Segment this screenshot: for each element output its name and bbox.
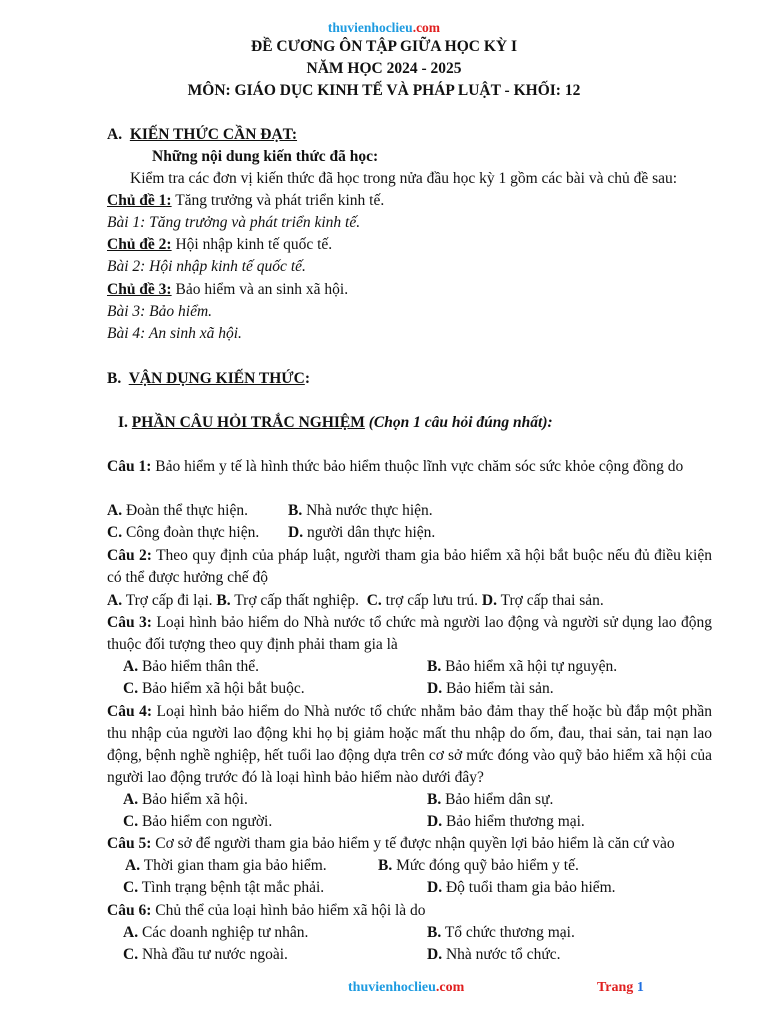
- section-label: B.: [107, 370, 122, 387]
- option-text: Nhà nước tổ chức.: [445, 946, 561, 963]
- question-label: Câu 4:: [107, 703, 152, 720]
- topic-label: Chủ đề 3:: [107, 281, 172, 298]
- part-title: PHẦN CÂU HỎI TRẮC NGHIỆM: [131, 414, 365, 431]
- option-text: Bảo hiểm con người.: [141, 813, 273, 830]
- question-label: Câu 1:: [107, 458, 152, 475]
- question-5: [107, 833, 712, 855]
- option-text: Trợ cấp đi lại.: [125, 592, 213, 609]
- section-title: VẬN DỤNG KIẾN THỨC: [128, 370, 305, 387]
- question-label: Câu 3:: [107, 614, 152, 631]
- option-text: Nhà đầu tư nước ngoài.: [141, 946, 288, 963]
- page-value: 1: [636, 980, 644, 995]
- option-text: người dân thực hiện.: [306, 524, 436, 541]
- question-text: Loại hình bảo hiểm do Nhà nước tổ chức mà người lao động và người sử dụng lao động thuộc đối tượng theo quy định phải tham gia là: [107, 614, 713, 653]
- option-text: Bảo hiểm thân thể.: [141, 658, 260, 675]
- question-text: Loại hình bảo hiểm do Nhà nước tổ chức nhằm bảo đảm thay thế hoặc bù đắp một phần thu nhập của người lao động khi họ bị giảm hoặc mất thu nhập do ốm, đau, thai sản, tai nạn lao động, bệnh nghề nghiệp, hết tuổi lao động dựa trên cơ sở mức đóng vào quỹ bảo hiểm xã hội của người lao động trước đó là loại hình bảo hiểm nào dưới đây?: [107, 703, 712, 786]
- option-text: Bảo hiểm xã hội bắt buộc.: [141, 680, 305, 697]
- q1-option-d[interactable]: D. người dân thực hiện.: [288, 524, 436, 541]
- option-text: Tình trạng bệnh tật mắc phải.: [141, 879, 325, 896]
- question-2: [107, 545, 712, 589]
- part-heading: [118, 412, 712, 434]
- question-label: Câu 2:: [107, 547, 152, 564]
- question-label: Câu 5:: [107, 835, 152, 852]
- part-note: (Chọn 1 câu hỏi đúng nhất):: [364, 414, 553, 431]
- topic-text: Tăng trưởng và phát triển kinh tế.: [171, 192, 385, 209]
- brand-name: thuvienhoclieu: [327, 20, 413, 35]
- lesson-4: Bài 4: An sinh xã hội.: [107, 325, 242, 342]
- option-text: Bảo hiểm xã hội.: [141, 791, 248, 808]
- section-title: KIẾN THỨC CẦN ĐẠT:: [129, 126, 298, 143]
- question-text: Cơ sở để người tham gia bảo hiểm y tế được nhận quyền lợi bảo hiểm là căn cứ vào: [151, 835, 675, 852]
- section-b-heading: [107, 368, 712, 390]
- page-label: Trang: [597, 980, 637, 995]
- q4-option-b[interactable]: B. Bảo hiểm dân sự.: [427, 791, 554, 808]
- doc-subject: MÔN: GIÁO DỤC KINH TẾ VÀ PHÁP LUẬT - KHỐI: 12: [187, 82, 581, 99]
- q2-option-a[interactable]: A. Trợ cấp đi lại.: [107, 592, 213, 609]
- q6-option-d[interactable]: D. Nhà nước tổ chức.: [427, 946, 561, 963]
- q2-option-c[interactable]: C. trợ cấp lưu trú.: [366, 592, 479, 609]
- section-label: A.: [107, 126, 123, 143]
- doc-year: NĂM HỌC 2024 - 2025: [306, 60, 462, 77]
- brand-domain: .com: [435, 980, 465, 995]
- lesson-1: Bài 1: Tăng trưởng và phát triển kinh tế.: [107, 214, 361, 231]
- q6-option-a[interactable]: A. Các doanh nghiệp tư nhân.: [123, 924, 309, 941]
- q1-option-a[interactable]: A. Đoàn thể thực hiện.: [107, 502, 248, 519]
- question-label: Câu 6:: [107, 902, 152, 919]
- q4-option-a[interactable]: A. Bảo hiểm xã hội.: [123, 791, 248, 808]
- option-text: Các doanh nghiệp tư nhân.: [141, 924, 309, 941]
- question-1: [107, 456, 712, 478]
- option-text: Bảo hiểm thương mại.: [445, 813, 585, 830]
- q5-option-b[interactable]: B. Mức đóng quỹ bảo hiểm y tế.: [378, 857, 579, 874]
- option-text: Mức đóng quỹ bảo hiểm y tế.: [396, 857, 579, 874]
- q4-option-c[interactable]: C. Bảo hiểm con người.: [123, 813, 273, 830]
- option-text: Công đoàn thực hiện.: [125, 524, 260, 541]
- question-3: [107, 612, 712, 656]
- lesson-3: Bài 3: Bảo hiểm.: [107, 303, 213, 320]
- option-text: trợ cấp lưu trú.: [385, 592, 479, 609]
- section-a-intro: Kiểm tra các đơn vị kiến thức đã học trong nửa đầu học kỳ 1 gồm các bài và chủ đề sau:: [130, 170, 678, 187]
- section-a-subheading: Những nội dung kiến thức đã học:: [152, 148, 379, 165]
- q6-option-c[interactable]: C. Nhà đầu tư nước ngoài.: [123, 946, 288, 963]
- topic-label: Chủ đề 2:: [107, 236, 172, 253]
- q1-option-c[interactable]: C. Công đoàn thực hiện.: [107, 524, 260, 541]
- q2-option-b[interactable]: B. Trợ cấp thất nghiệp.: [216, 592, 359, 609]
- option-text: Bảo hiểm tài sản.: [445, 680, 554, 697]
- q3-option-c[interactable]: C. Bảo hiểm xã hội bắt buộc.: [123, 680, 305, 697]
- footer-brand[interactable]: [348, 980, 464, 996]
- topic-1: [107, 190, 712, 212]
- section-a-heading: [107, 124, 712, 146]
- topic-text: Bảo hiểm và an sinh xã hội.: [171, 281, 349, 298]
- question-text: Chủ thể của loại hình bảo hiểm xã hội là do: [151, 902, 426, 919]
- topic-text: Hội nhập kinh tế quốc tế.: [171, 236, 333, 253]
- topic-3: [107, 279, 712, 301]
- topic-2: [107, 234, 712, 256]
- option-text: Tổ chức thương mại.: [444, 924, 575, 941]
- doc-title: ĐỀ CƯƠNG ÔN TẬP GIỮA HỌC KỲ I: [251, 38, 517, 55]
- q5-option-c[interactable]: C. Tình trạng bệnh tật mắc phải.: [123, 879, 325, 896]
- q3-option-a[interactable]: A. Bảo hiểm thân thể.: [123, 658, 260, 675]
- q3-option-b[interactable]: B. Bảo hiểm xã hội tự nguyện.: [427, 658, 618, 675]
- q6-option-b[interactable]: B. Tổ chức thương mại.: [427, 924, 575, 941]
- option-text: Trợ cấp thất nghiệp.: [234, 592, 359, 609]
- question-4: [107, 701, 712, 789]
- q4-option-d[interactable]: D. Bảo hiểm thương mại.: [427, 813, 585, 830]
- section-colon: :: [304, 370, 310, 387]
- q5-option-d[interactable]: D. Độ tuổi tham gia bảo hiểm.: [427, 879, 616, 896]
- q2-option-d[interactable]: D. Trợ cấp thai sản.: [481, 592, 604, 609]
- option-text: Độ tuổi tham gia bảo hiểm.: [445, 879, 616, 896]
- brand-domain: .com: [412, 20, 441, 35]
- topic-label: Chủ đề 1:: [107, 192, 172, 209]
- page-number: [597, 980, 644, 996]
- option-text: Bảo hiểm xã hội tự nguyện.: [445, 658, 618, 675]
- q5-option-a[interactable]: A. Thời gian tham gia bảo hiểm.: [125, 857, 327, 874]
- question-text: Bảo hiểm y tế là hình thức bảo hiểm thuộc lĩnh vực chăm sóc sức khỏe cộng đồng do: [151, 458, 684, 475]
- question-text: Theo quy định của pháp luật, người tham gia bảo hiểm xã hội bắt buộc nếu đủ điều kiện có thể được hưởng chế độ: [107, 547, 712, 586]
- option-text: Thời gian tham gia bảo hiểm.: [143, 857, 327, 874]
- q3-option-d[interactable]: D. Bảo hiểm tài sản.: [427, 680, 554, 697]
- option-text: Trợ cấp thai sản.: [500, 592, 604, 609]
- question-6: [107, 900, 712, 922]
- option-text: Đoàn thể thực hiện.: [125, 502, 248, 519]
- q2-options-row: [107, 590, 604, 612]
- option-text: Bảo hiểm dân sự.: [445, 791, 554, 808]
- part-label: I.: [118, 414, 128, 431]
- option-text: Nhà nước thực hiện.: [306, 502, 433, 519]
- brand-name: thuvienhoclieu: [348, 980, 436, 995]
- lesson-2: Bài 2: Hội nhập kinh tế quốc tế.: [107, 258, 306, 275]
- q1-option-b[interactable]: B. Nhà nước thực hiện.: [288, 502, 433, 519]
